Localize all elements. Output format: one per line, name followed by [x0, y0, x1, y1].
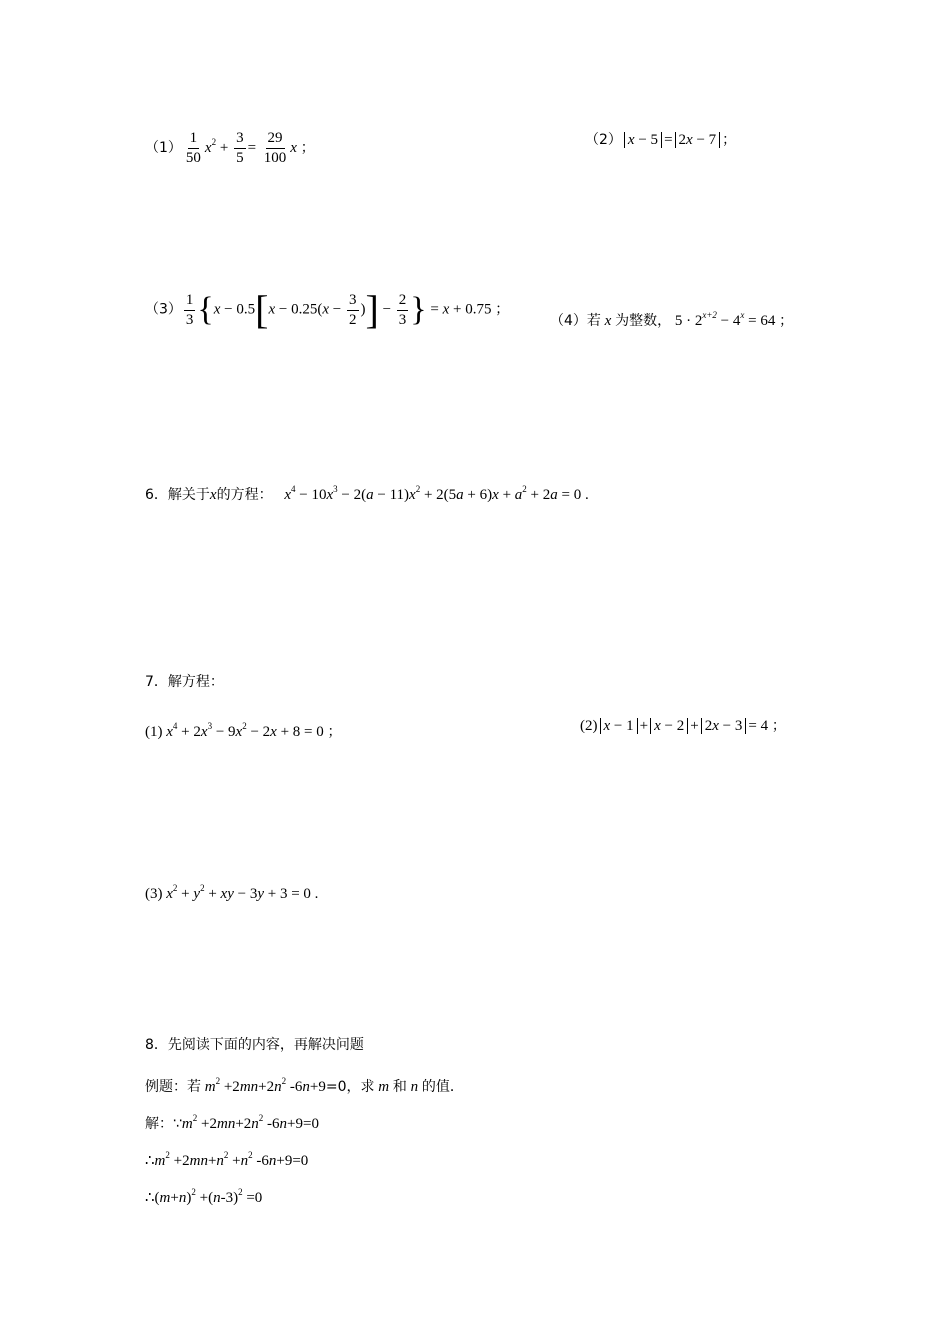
problem-5-part-3: （3） $\frac{1}{3}$ {x − 0.5[x − 0.25(x − $\frac{3}{2}$ )] − $\frac{2}{3}$ } = x + 0.75 ；: [145, 287, 510, 332]
fraction: $\frac{2}{3}$: [398, 291, 407, 328]
fraction: $\frac{3}{5}$: [236, 130, 244, 166]
problem-7-heading: 7．解方程：: [145, 674, 224, 690]
problem-8-solution-line-1: 解：$\because m^2 +2mn+2n^2$ -6n+9=0: [145, 1113, 319, 1132]
problem-5-part-4: （4）若 x 为整数， $5 \cdot 2^{x+2} - 4^x = 64$ ；: [550, 310, 794, 329]
part-label: （3）: [145, 301, 182, 318]
part-label: (1): [145, 724, 163, 740]
problem-7-part-1: (1) $x^4 + 2x^3 - 9x^2 - 2x + 8 = 0$ ；: [145, 721, 342, 740]
fraction: $\frac{1}{50}$: [185, 130, 201, 166]
part-label: （2）: [585, 132, 622, 148]
problem-7-part-2: (2) x − 1 + x − 2 + 2x − 3 = 4 ；: [580, 718, 786, 734]
fraction: $\frac{1}{3}$: [185, 291, 194, 328]
part-label: （4）若: [550, 313, 601, 329]
part-label: (2): [580, 718, 598, 734]
problem-6-heading: 6．解关于: [145, 487, 210, 503]
problem-8-heading: 8．先阅读下面的内容，再解决问题: [145, 1037, 364, 1053]
problem-6: 6．解关于x的方程： $x^4 - 10x^3 - 2(a - 11)x^2 + 2(5a + 6)x + a^2 + 2a = 0$ .: [145, 484, 589, 503]
fraction: $\frac{3}{2}$: [349, 291, 357, 328]
problem-7-part-3: (3) $x^2 + y^2$ + xy − 3y + 3 = 0 .: [145, 883, 319, 902]
part-label: (3): [145, 886, 163, 902]
problem-5-part-1: （1） $\frac{1}{50}$ $x^2$ + $\frac{3}{5}$ = $\frac{29}{100}$ x ；: [145, 130, 315, 166]
problem-8-solution-line-2: $\therefore m^2 +2mn+n^2 +n^2$ -6n+9=0: [145, 1150, 309, 1169]
problem-8-example: 例题：若 $m^2 +2mn+2n^2$ -6n+9=0，求 m 和 n 的值．: [145, 1076, 464, 1095]
problem-8-solution-line-3: $\therefore(m+n)^2 +(n-3)^2 =0$: [145, 1187, 263, 1206]
part-label: （1）: [145, 139, 182, 156]
fraction: $\frac{29}{100}$: [263, 130, 287, 166]
problem-5-part-2: （2） x − 5 = 2x − 7 ；: [585, 132, 737, 148]
